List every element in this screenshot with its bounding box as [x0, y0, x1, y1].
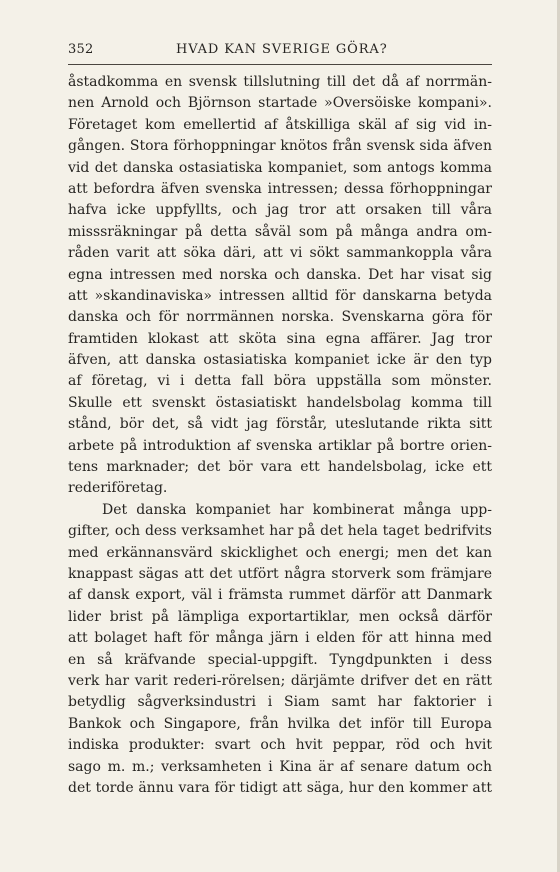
body-text: [68, 72, 492, 799]
text-line: att befordra äfven svenska intressen; dessa förhoppningar: [68, 180, 492, 197]
text-line: verk har varit rederi-rörelsen; därjämte drifver det en rätt: [68, 672, 492, 689]
text-line: sago m. m.; verksamheten i Kina är af senare datum och: [68, 758, 492, 775]
text-line: rederiföretag.: [68, 480, 168, 497]
text-line: framtiden klokast att sköta sina egna affärer. Jag tror: [68, 330, 492, 347]
text-line: indiska produkter: svart och hvit peppar, röd och hvit: [68, 737, 492, 754]
text-line: af dansk export, väl i främsta rummet därför att Danmark: [68, 587, 492, 604]
text-line: tens marknader; det bör vara ett handelsbolag, icke ett: [68, 459, 492, 476]
page-number: 352: [68, 42, 94, 57]
text-line: Det danska kompaniet har kombinerat många upp-: [102, 501, 492, 518]
text-line: egna intressen med norska och danska. Det har visat sig: [68, 266, 492, 283]
text-line: nen Arnold och Björnson startade »Oversöiske kompani».: [68, 95, 492, 112]
text-line: gifter, och dess verksamhet har på det hela taget bedrifvits: [68, 523, 492, 540]
text-line: betydlig sågverksindustri i Siam samt har faktorier i: [68, 694, 492, 711]
text-line: hafva icke uppfyllts, och jag tror att orsaken till våra: [68, 202, 492, 219]
text-line: Skulle ett svenskt östasiatiskt handelsbolag komma till: [68, 394, 492, 411]
text-line: Företaget kom emellertid af åtskilliga skäl af sig vid in-: [68, 116, 492, 133]
text-line: arbete på introduktion af svenska artiklar på bortre orien-: [68, 437, 492, 454]
text-line: danska och för norrmännen norska. Svenskarna göra för: [68, 309, 492, 326]
text-line: en så kräfvande special-uppgift. Tyngdpunkten i dess: [68, 651, 492, 668]
text-line: knappast sägas att det utfört några storverk som främjare: [68, 565, 492, 582]
text-line: åstadkomma en svensk tillslutning till det då af norrmän-: [68, 74, 492, 90]
text-line: lider brist på lämpliga exportartiklar, men också därför: [68, 608, 492, 625]
text-line: gången. Stora förhoppningar knötos från svensk sida äfven: [68, 138, 492, 155]
header-rule: [68, 64, 492, 65]
text-line: äfven, att danska ostasiatiska kompaniet icke är den typ: [68, 352, 492, 369]
running-head: [68, 42, 492, 62]
text-line: misssräkningar på detta såväl som på många andra om-: [68, 223, 492, 240]
text-line: råden varit att söka däri, att vi sökt sammankoppla våra: [68, 245, 492, 262]
text-line: af företag, vi i detta fall böra uppställa som mönster.: [68, 373, 492, 390]
text-line: vid det danska ostasiatiska kompaniet, som antogs komma: [68, 159, 492, 176]
text-line: det torde ännu vara för tidigt att säga, hur den kommer att: [68, 779, 492, 796]
text-line: att »skandinaviska» intressen alltid för danskarna betyda: [68, 287, 492, 304]
text-line: att bolaget haft för många järn i elden för att hinna med: [68, 630, 492, 647]
text-line: med erkännansvärd skicklighet och energi; men det kan: [68, 544, 492, 561]
running-head-title: HVAD KAN SVERIGE GÖRA?: [176, 42, 388, 57]
text-line: Bankok och Singapore, från hvilka det inför till Europa: [68, 715, 492, 732]
text-line: stånd, bör det, så vidt jag förstår, uteslutande rikta sitt: [68, 416, 492, 433]
